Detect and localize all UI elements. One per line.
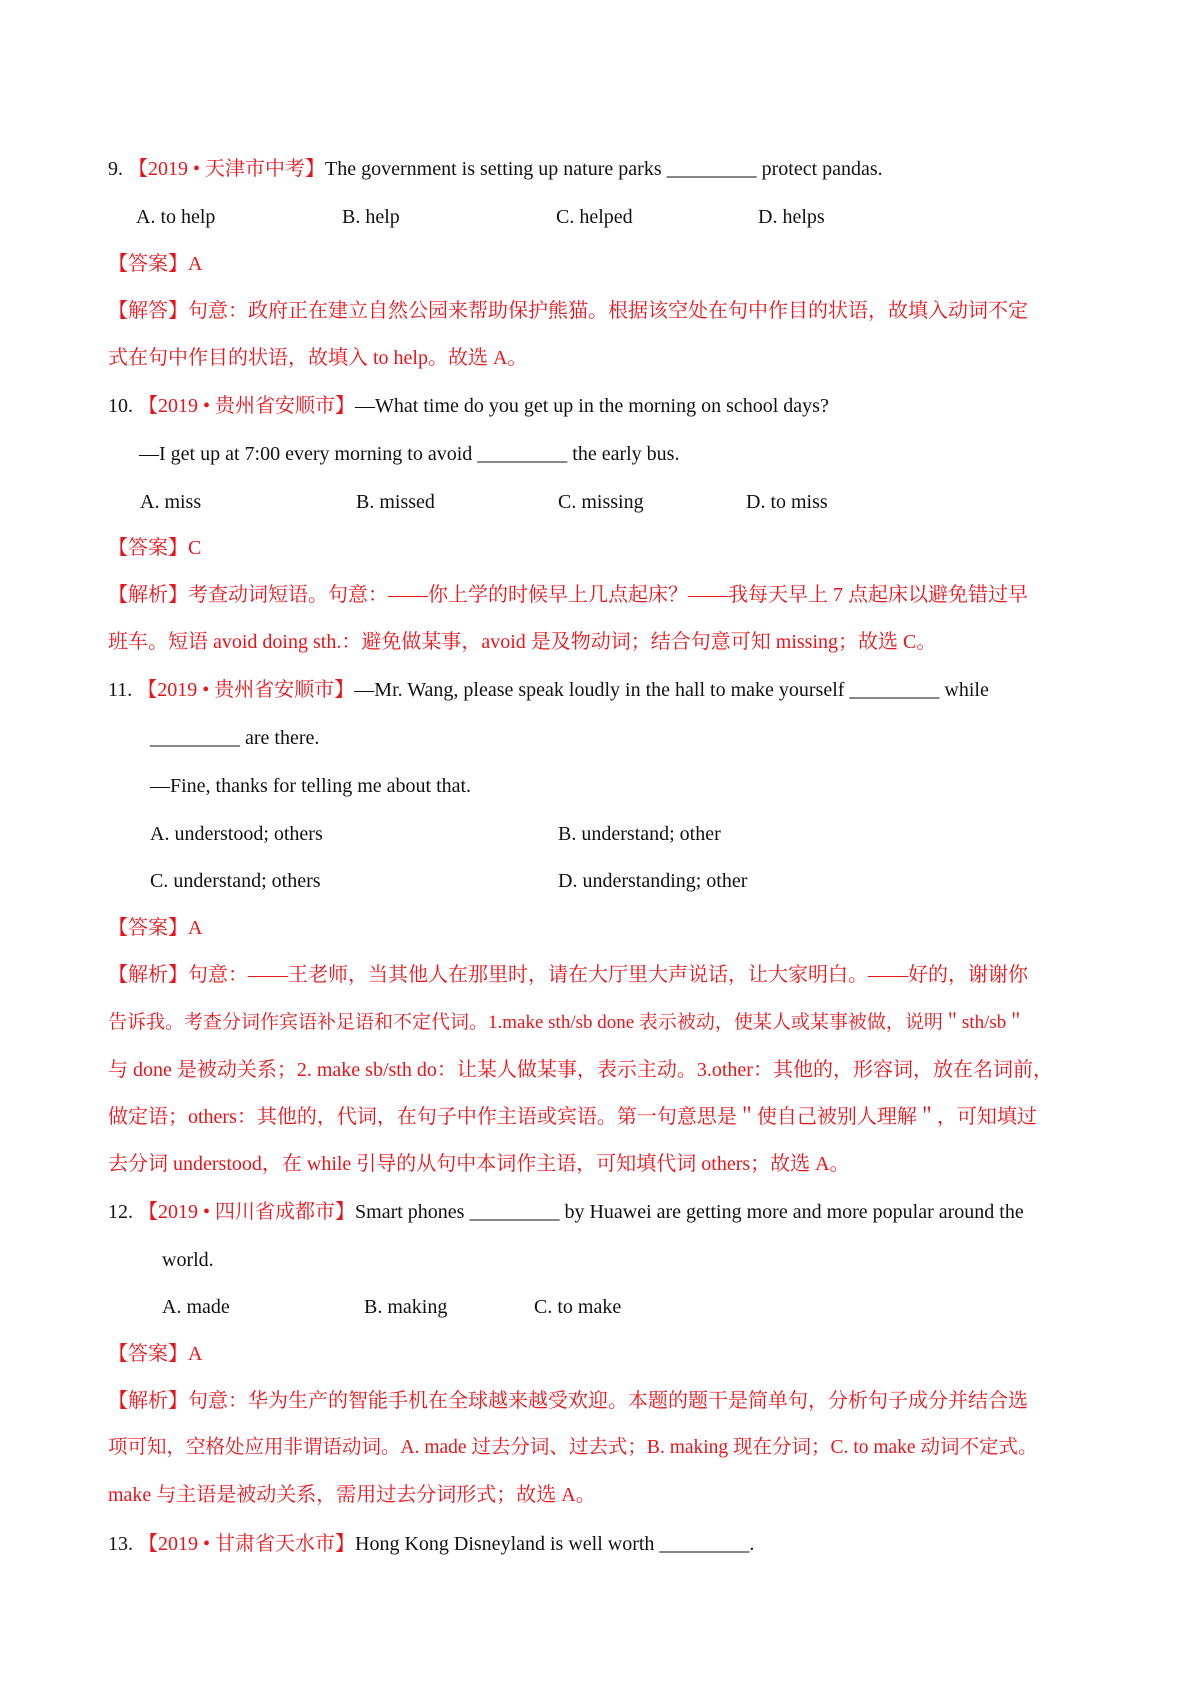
explanation-line: 去分词 understood，在 while 引导的从句中本词作主语，可知填代词 others；故选 A。 (108, 1153, 850, 1175)
question-number: 9. (108, 158, 123, 180)
question-9 (108, 155, 883, 183)
option-c: C. missing (558, 491, 644, 513)
answer-label: 【答案】C (108, 537, 202, 559)
question-12 (108, 1198, 1024, 1226)
option-d: D. to miss (746, 491, 828, 513)
question-number: 12. (108, 1201, 133, 1223)
explanation-line: 班车。短语 avoid doing sth.：避免做某事，avoid 是及物动词；结合句意可知 missing；故选 C。 (108, 631, 937, 653)
explanation-line: 与 done 是被动关系；2. make sb/sth do：让某人做某事，表示主动。3.other：其他的，形容词，放在名词前， (108, 1059, 1053, 1081)
option-b: B. making (364, 1296, 448, 1318)
option-c: C. understand; others (150, 870, 321, 892)
question-stem: Hong Kong Disneyland is well worth _________. (355, 1533, 755, 1555)
explanation-line: 【解析】句意：华为生产的智能手机在全球越来越受欢迎。本题的题干是简单句，分析句子成分并结合选 (108, 1390, 1028, 1412)
option-d: D. understanding; other (558, 870, 748, 892)
option-a: A. understood; others (150, 823, 323, 845)
explanation-line: 【解析】考查动词短语。句意：——你上学的时候早上几点起床？——我每天早上 7 点起床以避免错过早 (108, 584, 1028, 606)
option-b: B. help (342, 206, 400, 228)
explanation-line: 【解答】句意：政府正在建立自然公园来帮助保护熊猫。根据该空处在句中作目的状语，故填入动词不定 (108, 300, 1028, 322)
option-b: B. understand; other (558, 823, 721, 845)
explanation-line: 告诉我。考查分词作宾语补足语和不定代词。1.make sth/sb done 表示被动，使某人或某事被做，说明＂sth/sb＂ (108, 1012, 1026, 1033)
question-stem-line: —Fine, thanks for telling me about that. (150, 775, 472, 797)
question-stem: The government is setting up nature parks _________ protect pandas. (325, 158, 883, 180)
explanation-line: make 与主语是被动关系，需用过去分词形式；故选 A。 (108, 1484, 596, 1506)
explanation-line: 式在句中作目的状语，故填入 to help。故选 A。 (108, 347, 528, 369)
question-source: 【2019 • 贵州省安顺市】 (137, 679, 355, 701)
option-a: A. to help (136, 206, 216, 228)
explanation-line: 【解析】句意：——王老师，当其他人在那里时，请在大厅里大声说话，让大家明白。——好的，谢谢你 (108, 964, 1028, 986)
answer-label: 【答案】A (108, 1343, 203, 1365)
question-number: 11. (108, 679, 133, 701)
question-stem-line: world. (162, 1249, 214, 1271)
question-source: 【2019 • 天津市中考】 (128, 158, 326, 180)
question-source: 【2019 • 四川省成都市】 (138, 1201, 356, 1223)
answer-label: 【答案】A (108, 253, 203, 275)
question-number: 10. (108, 395, 133, 417)
question-10 (108, 392, 829, 420)
option-b: B. missed (356, 491, 435, 513)
question-13 (108, 1530, 754, 1558)
option-c: C. helped (556, 206, 633, 228)
question-stem: Smart phones _________ by Huawei are getting more and more popular around the (355, 1201, 1024, 1223)
question-11 (108, 676, 989, 704)
question-number: 13. (108, 1533, 133, 1555)
question-source: 【2019 • 贵州省安顺市】 (138, 395, 356, 417)
answer-label: 【答案】A (108, 917, 203, 939)
question-stem: —What time do you get up in the morning on school days? (355, 395, 829, 417)
option-a: A. miss (140, 491, 202, 513)
option-c: C. to make (534, 1296, 622, 1318)
explanation-line: 做定语；others：其他的，代词，在句子中作主语或宾语。第一句意思是＂使自己被别人理解＂，可知填过 (108, 1106, 1037, 1128)
question-stem-line: _________ are there. (150, 727, 320, 749)
explanation-line: 项可知，空格处应用非谓语动词。A. made 过去分词、过去式；B. making 现在分词；C. to make 动词不定式。 (108, 1437, 1038, 1458)
option-d: D. helps (758, 206, 825, 228)
option-a: A. made (162, 1296, 230, 1318)
question-stem: —Mr. Wang, please speak loudly in the hall to make yourself _________ while (354, 679, 989, 701)
question-source: 【2019 • 甘肃省天水市】 (138, 1533, 356, 1555)
question-stem-line: —I get up at 7:00 every morning to avoid _________ the early bus. (139, 443, 680, 465)
